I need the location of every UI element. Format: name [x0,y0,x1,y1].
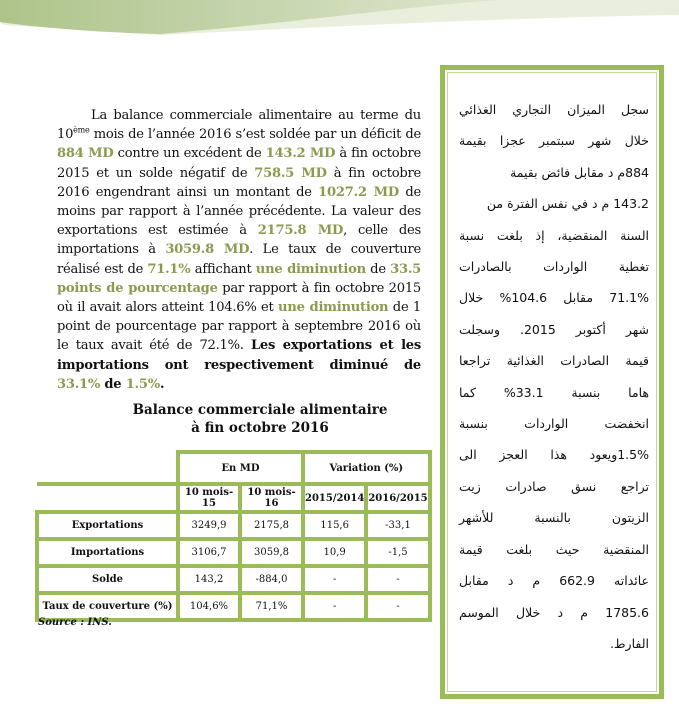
arabic-line: المنقضية حيث بلغت قيمة [459,541,649,557]
arabic-line: قيمة الصادرات الغذائية تراجعا [459,353,649,369]
table-title-line2: à fin octobre 2016 [191,420,329,436]
arabic-line: شهر أكتوبر 2015. وسجلت [459,321,649,337]
table-title [60,401,460,437]
paragraph-text: par rapport à fin octobre 2015 où il avait alors atteint 104.6% et [57,280,421,316]
row-label: Exportations [37,512,178,539]
table-cell: - [366,566,429,593]
highlighted-figure: 1.5% [125,376,160,392]
arabic-line: سجل الميزان التجاري الغذائي [459,102,649,117]
group-header-en-md: En MD [178,452,303,484]
table-cell: 143,2 [178,566,240,593]
arabic-line: تغطية الواردات بالصادرات [459,259,649,275]
paragraph-text: . Le taux de couverture réalisé est de [57,242,421,277]
highlighted-figure: 71.1% [147,261,191,277]
paragraph-text: Les exportations et les importations ont respectivement diminué de [57,338,421,373]
col-header: 10 mois-15 [178,484,240,512]
table-cell: 3106,7 [178,539,240,566]
table-title-line1: Balance commerciale alimentaire [132,402,388,418]
table-row [37,566,430,593]
group-header-variation: Variation (%) [303,452,430,484]
highlighted-figure: 884 MD [57,146,114,162]
highlighted-figure: une diminution [255,261,366,277]
table-cell: 3059,8 [240,539,303,566]
col-header: 2015/2014 [303,484,366,512]
paragraph-text: La balance commerciale alimentaire au terme du 10 [57,108,421,143]
arabic-line: 1.5%ويعود هذا العجز الى [459,447,649,463]
arabic-summary-text [459,94,649,659]
highlighted-figure: 2175.8 MD [257,223,344,239]
paragraph-text: , celle des importations à [57,223,421,258]
table-cell: 3249,9 [178,512,240,539]
paragraph-text: ème [73,125,90,135]
table-cell: -884,0 [240,566,303,593]
balance-table [35,450,432,622]
table-cell: - [303,593,366,620]
arabic-line: 884م د مقابل فائض بقيمة [510,164,649,180]
table-corner-empty-2 [37,484,178,512]
table-group-header-row [37,452,430,484]
paragraph-text: affichant [190,261,256,277]
arabic-line: تراجع نسق صادرات زيت [459,478,649,494]
paragraph-text: contre un excédent de [113,146,266,162]
table-row [37,512,430,539]
table-source: Source : INS. [38,617,112,628]
arabic-line: السنة المنقضية، إذ بلغت نسبة [459,227,649,243]
header-decoration-wave [0,0,679,40]
arabic-line: 143.2 م د في نفس الفترة من [486,196,649,212]
paragraph-text: à fin octobre 2015 et un solde négatif de [57,146,421,181]
table-cell: 2175,8 [240,512,303,539]
table-row [37,539,430,566]
highlighted-figure: 1027.2 MD [318,184,399,200]
arabic-line: خلال شهر سبتمبر عجزا بقيمة [459,133,649,149]
table-corner-empty [37,452,178,484]
highlighted-figure: 758.5 MD [254,165,327,181]
paragraph-text: de 1 point de pourcentage par rapport à septembre 2016 où le taux avait été de 72.1%. [57,300,422,354]
table-cell: 10,9 [303,539,366,566]
highlighted-figure: une diminution [278,300,389,316]
table-col-header-row [37,484,430,512]
paragraph-text: de [100,376,126,392]
highlighted-figure: 3059.8 MD [165,242,250,258]
main-paragraph [57,106,421,394]
arabic-line: عائداته 662.9 م د مقابل [459,573,650,589]
row-label: Taux de couverture (%) [37,593,178,620]
table-cell: 71,1% [240,593,303,620]
arabic-line: انخفضت الواردات بنسبة [459,416,649,432]
highlighted-figure: 33.1% [57,376,101,392]
arabic-line: الفارط. [610,635,649,651]
table-cell: - [366,593,429,620]
paragraph-text: de [365,261,391,277]
table-cell: 104,6% [178,593,240,620]
row-label: Solde [37,566,178,593]
arabic-summary-box [440,65,664,699]
col-header: 2016/2015 [366,484,429,512]
highlighted-figure: 33.5 points de pourcentage [57,261,421,296]
table-cell: 115,6 [303,512,366,539]
arabic-line: الزيتون بالنسبة للأشهر [459,510,649,526]
arabic-line: هاما بنسبة 33.1% كما [459,384,649,400]
arabic-line: 71.1% مقابل 104.6% خلال [459,290,649,306]
row-label: Importations [37,539,178,566]
table-cell: -1,5 [366,539,429,566]
paragraph-text: . [159,376,165,392]
paragraph-text: à fin octobre 2016 engendrant ainsi un montant de [57,165,421,200]
table-row [37,593,430,620]
table-cell: -33,1 [366,512,429,539]
highlighted-figure: 143.2 MD [265,146,336,162]
paragraph-text: de moins par rapport à l’année précédente. La valeur des exportations est estimée à [57,184,421,239]
col-header: 10 mois-16 [240,484,303,512]
table-cell: - [303,566,366,593]
arabic-line: 1785.6 م د خلال الموسم [459,604,649,620]
paragraph-text: mois de l’année 2016 s’est soldée par un déficit de [89,127,421,143]
